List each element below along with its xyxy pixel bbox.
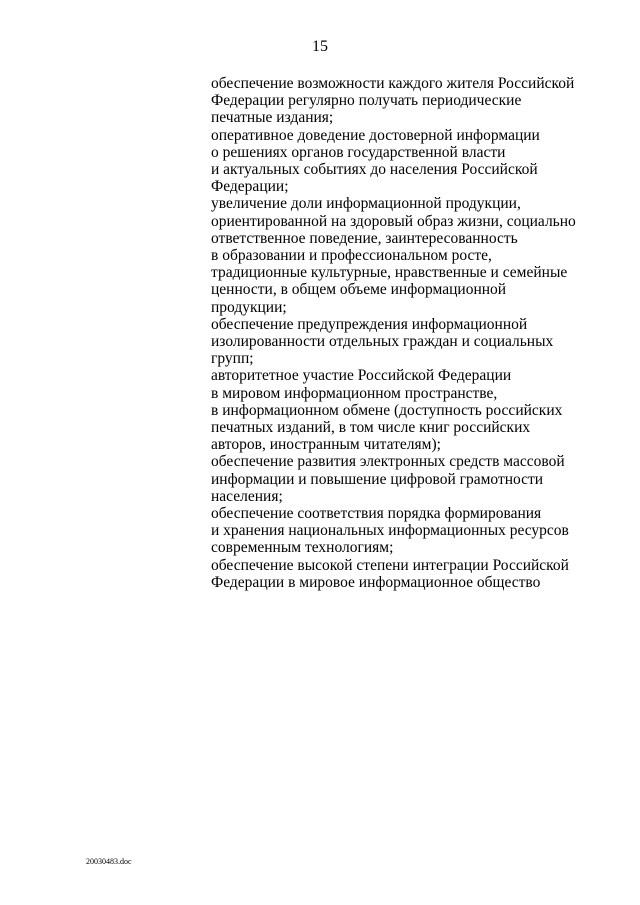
text-line: авторитетное участие Российской Федерации <box>211 367 512 385</box>
text-line: обеспечение развития электронных средств массовой <box>211 453 565 471</box>
text-line: увеличение доли информационной продукции, <box>211 195 521 213</box>
page-number: 15 <box>312 38 328 55</box>
text-line: изолированности отдельных граждан и социальных <box>211 333 554 351</box>
text-line: населения; <box>211 487 283 505</box>
text-line: обеспечение возможности каждого жителя Российской <box>211 75 575 92</box>
file-name-footer: 20030483.doc <box>86 857 132 866</box>
text-line: обеспечение соответствия порядка формирования <box>211 505 542 523</box>
text-line: групп; <box>211 350 254 368</box>
text-line: в образовании и профессиональном росте, <box>211 247 492 265</box>
text-line: печатные издания; <box>211 109 334 127</box>
text-line: информации и повышение цифровой грамотности <box>211 470 544 488</box>
text-line: традиционные культурные, нравственные и семейные <box>211 264 568 282</box>
text-line: в информационном обмене (доступность российских <box>211 401 563 419</box>
document-body <box>211 75 611 591</box>
text-line: оперативное доведение достоверной информации <box>211 126 540 144</box>
text-line: печатных изданий, в том числе книг российских <box>211 419 531 437</box>
text-line: обеспечение предупреждения информационной <box>211 315 528 333</box>
text-line: ответственное поведение, заинтересованность <box>211 229 518 247</box>
text-line: обеспечение высокой степени интеграции Российской <box>211 556 569 574</box>
text-line: ценности, в общем объеме информационной <box>211 281 507 299</box>
text-line: в мировом информационном пространстве, <box>211 384 498 402</box>
text-line: Федерации в мировое информационное общество <box>211 573 541 591</box>
text-line: современным технологиям; <box>211 539 394 557</box>
text-line: ориентированной на здоровый образ жизни, социально <box>211 212 576 230</box>
text-line: о решениях органов государственной власти <box>211 143 506 161</box>
text-line: и хранения национальных информационных ресурсов <box>211 522 569 540</box>
text-line: авторов, иностранным читателям); <box>211 436 441 454</box>
text-line: и актуальных событиях до населения Российской <box>211 161 538 179</box>
text-line: Федерации регулярно получать периодические <box>211 92 522 110</box>
text-line: продукции; <box>211 298 287 316</box>
text-line: Федерации; <box>211 178 289 196</box>
